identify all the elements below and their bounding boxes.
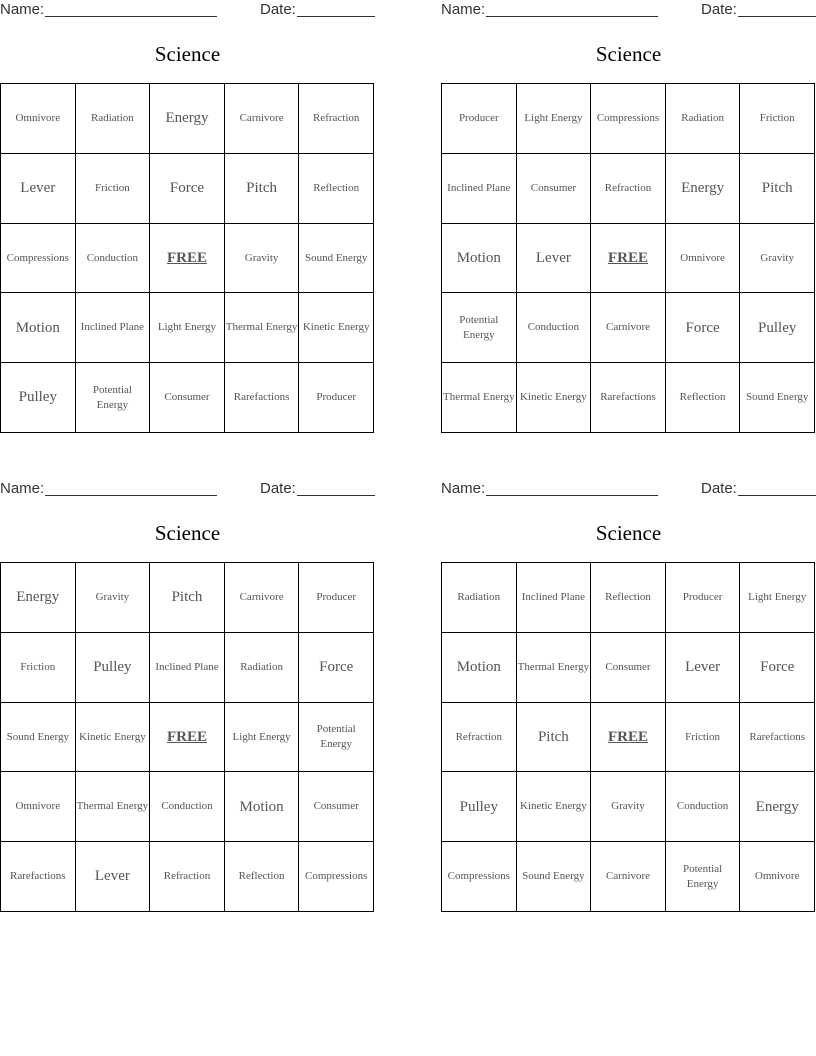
card-header: [0, 0, 375, 20]
bingo-cell: Sound Energy: [299, 224, 374, 294]
date-line: [297, 495, 375, 496]
bingo-cell: Gravity: [740, 224, 815, 294]
bingo-cell: Refraction: [442, 703, 517, 773]
name-line: [486, 495, 658, 496]
bingo-cell: Inclined Plane: [150, 633, 225, 703]
date-label: Date:: [701, 1, 737, 18]
bingo-cell: Light Energy: [517, 84, 592, 154]
name-line: [45, 495, 217, 496]
bingo-cell: Refraction: [150, 842, 225, 912]
bingo-cell: Lever: [666, 633, 741, 703]
bingo-cell: Consumer: [517, 154, 592, 224]
bingo-cell: Radiation: [225, 633, 300, 703]
bingo-cell: Sound Energy: [740, 363, 815, 433]
bingo-cell: Energy: [150, 84, 225, 154]
date-line: [738, 495, 816, 496]
bingo-cell: Producer: [442, 84, 517, 154]
bingo-cell: Lever: [76, 842, 151, 912]
card-header: [0, 479, 375, 499]
bingo-cell: Gravity: [591, 772, 666, 842]
bingo-cell: Kinetic Energy: [299, 293, 374, 363]
bingo-cell: Pulley: [442, 772, 517, 842]
bingo-cell: Conduction: [150, 772, 225, 842]
bingo-cell: Force: [740, 633, 815, 703]
bingo-cell: Thermal Energy: [76, 772, 151, 842]
bingo-cell: Compressions: [299, 842, 374, 912]
card-title: Science: [595, 521, 662, 545]
bingo-cell: Pulley: [76, 633, 151, 703]
bingo-cell: Rarefactions: [225, 363, 300, 433]
bingo-grid: [441, 562, 815, 912]
name-label: Name:: [441, 480, 486, 497]
bingo-cell: Kinetic Energy: [76, 703, 151, 773]
bingo-cell: Conduction: [666, 772, 741, 842]
bingo-cell: Gravity: [225, 224, 300, 294]
bingo-cell: Light Energy: [225, 703, 300, 773]
card-header: [441, 0, 816, 20]
bingo-cell: Force: [150, 154, 225, 224]
bingo-cell: Conduction: [76, 224, 151, 294]
card-title: Science: [154, 42, 221, 66]
free-space-cell: FREE: [150, 224, 225, 294]
name-label: Name:: [441, 1, 486, 18]
bingo-cell: Consumer: [150, 363, 225, 433]
bingo-cell: Producer: [666, 563, 741, 633]
name-line: [45, 16, 217, 17]
bingo-cell: Sound Energy: [517, 842, 592, 912]
bingo-cell: Friction: [666, 703, 741, 773]
bingo-cell: Sound Energy: [1, 703, 76, 773]
bingo-cell: Consumer: [299, 772, 374, 842]
date-line: [738, 16, 816, 17]
free-space-cell: FREE: [591, 224, 666, 294]
bingo-cell: Carnivore: [225, 563, 300, 633]
card-title: Science: [154, 521, 221, 545]
bingo-cell: Carnivore: [225, 84, 300, 154]
name-label: Name:: [0, 480, 45, 497]
bingo-cell: Radiation: [442, 563, 517, 633]
bingo-cell: Energy: [1, 563, 76, 633]
bingo-cell: Motion: [225, 772, 300, 842]
bingo-cell: Inclined Plane: [76, 293, 151, 363]
bingo-cell: Force: [299, 633, 374, 703]
bingo-cell: Friction: [1, 633, 76, 703]
date-label: Date:: [260, 1, 296, 18]
bingo-cell: Rarefactions: [591, 363, 666, 433]
bingo-cell: Refraction: [299, 84, 374, 154]
date-label: Date:: [260, 480, 296, 497]
bingo-cell: Light Energy: [740, 563, 815, 633]
bingo-cell: Producer: [299, 563, 374, 633]
bingo-cell: Omnivore: [1, 772, 76, 842]
bingo-cell: Thermal Energy: [517, 633, 592, 703]
bingo-grid: [441, 83, 815, 433]
bingo-cell: Omnivore: [740, 842, 815, 912]
name-label: Name:: [0, 1, 45, 18]
bingo-cell: Rarefactions: [1, 842, 76, 912]
bingo-cell: Motion: [1, 293, 76, 363]
bingo-cell: Refraction: [591, 154, 666, 224]
bingo-cell: Energy: [666, 154, 741, 224]
bingo-cell: Pitch: [150, 563, 225, 633]
bingo-cell: Reflection: [225, 842, 300, 912]
free-space-cell: FREE: [150, 703, 225, 773]
bingo-cell: Rarefactions: [740, 703, 815, 773]
bingo-cell: Consumer: [591, 633, 666, 703]
bingo-cell: Thermal Energy: [442, 363, 517, 433]
free-space-cell: FREE: [591, 703, 666, 773]
bingo-cell: Pulley: [1, 363, 76, 433]
bingo-grid: [0, 562, 374, 912]
bingo-cell: Kinetic Energy: [517, 363, 592, 433]
bingo-cell: Pitch: [517, 703, 592, 773]
card-header: [441, 479, 816, 499]
bingo-cell: Potential Energy: [76, 363, 151, 433]
bingo-cell: Omnivore: [666, 224, 741, 294]
bingo-cell: Radiation: [76, 84, 151, 154]
bingo-cell: Pitch: [740, 154, 815, 224]
bingo-cell: Omnivore: [1, 84, 76, 154]
bingo-cell: Compressions: [1, 224, 76, 294]
name-line: [486, 16, 658, 17]
bingo-cell: Force: [666, 293, 741, 363]
bingo-cell: Lever: [517, 224, 592, 294]
date-line: [297, 16, 375, 17]
bingo-cell: Carnivore: [591, 842, 666, 912]
bingo-cell: Reflection: [591, 563, 666, 633]
bingo-cell: Motion: [442, 224, 517, 294]
date-label: Date:: [701, 480, 737, 497]
bingo-cell: Pitch: [225, 154, 300, 224]
bingo-cell: Light Energy: [150, 293, 225, 363]
bingo-cell: Gravity: [76, 563, 151, 633]
bingo-cell: Potential Energy: [442, 293, 517, 363]
bingo-cell: Pulley: [740, 293, 815, 363]
bingo-cell: Compressions: [442, 842, 517, 912]
bingo-grid: [0, 83, 374, 433]
bingo-cell: Reflection: [299, 154, 374, 224]
bingo-cell: Inclined Plane: [517, 563, 592, 633]
bingo-cell: Compressions: [591, 84, 666, 154]
bingo-cell: Friction: [76, 154, 151, 224]
bingo-cell: Lever: [1, 154, 76, 224]
bingo-cell: Reflection: [666, 363, 741, 433]
bingo-cell: Radiation: [666, 84, 741, 154]
bingo-cell: Inclined Plane: [442, 154, 517, 224]
bingo-cell: Producer: [299, 363, 374, 433]
bingo-cell: Energy: [740, 772, 815, 842]
bingo-cell: Motion: [442, 633, 517, 703]
bingo-cell: Friction: [740, 84, 815, 154]
bingo-cell: Carnivore: [591, 293, 666, 363]
card-title: Science: [595, 42, 662, 66]
bingo-cell: Potential Energy: [299, 703, 374, 773]
bingo-cell: Potential Energy: [666, 842, 741, 912]
bingo-cell: Kinetic Energy: [517, 772, 592, 842]
bingo-cell: Thermal Energy: [225, 293, 300, 363]
bingo-cell: Conduction: [517, 293, 592, 363]
